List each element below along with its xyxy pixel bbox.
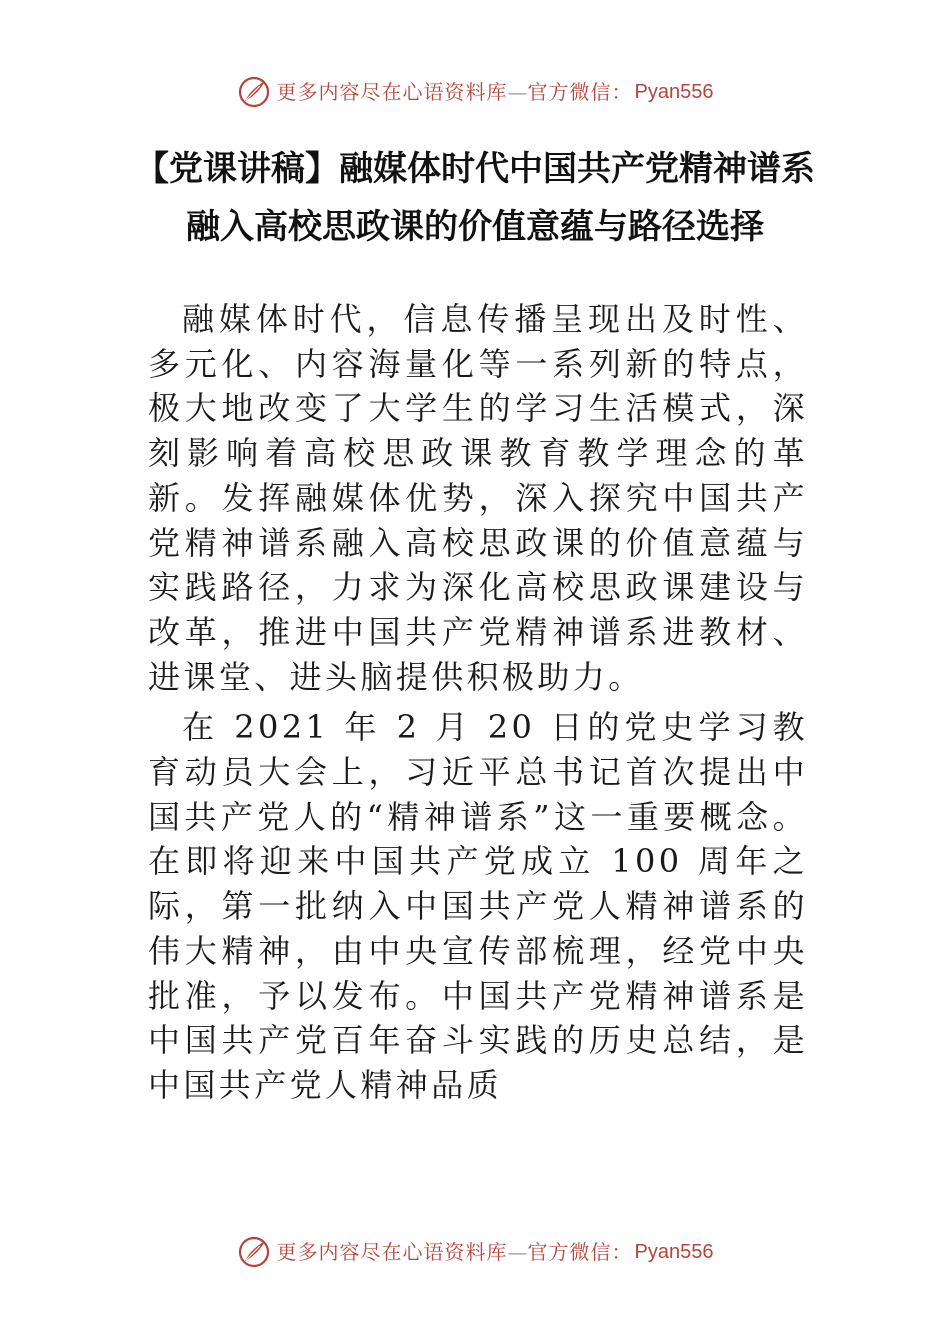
header-watermark-banner [0,72,950,112]
paragraph-1: 融媒体时代，信息传播呈现出及时性、多元化、内容海量化等一系列新的特点，极大地改变了大学生的学习生活模式，深刻影响着高校思政课教育教学理念的革新。发挥融媒体优势，深入探究中国共产党精神谱系融入高校思政课的价值意蕴与实践路径，力求为深化高校思政课建设与改革，推进中国共产党精神谱系进教材、进课堂、进头脑提供积极助力。 [148,300,808,696]
paragraph-2: 在 2021 年 2 月 20 日的党史学习教育动员大会上，习近平总书记首次提出中国共产党人的“精神谱系”这一重要概念。在即将迎来中国共产党成立 100 周年之际，第一批纳入中国共产党人精神谱系的伟大精神，由中央宣传部梳理，经党中央批准，予以发布。中国共产党精神谱系是中国共产党百年奋斗实践的历史总结，是中国共产党人精神品质 [148,708,808,1104]
banner-contact-label: 官方微信： [527,1240,633,1264]
document-title [100,140,850,256]
banner-contact-id: Pyan556 [634,1241,714,1263]
document-body [148,297,808,1110]
logo-icon [237,1235,271,1269]
banner-separator: — [507,1240,528,1264]
footer-watermark-banner [0,1232,950,1272]
title-line-1: 【党课讲稿】融媒体时代中国共产党精神谱系 [135,149,815,189]
banner-contact-id: Pyan556 [634,81,714,103]
logo-icon [237,75,271,109]
banner-text: 更多内容尽在心语资料库 [276,80,508,104]
banner-separator: — [507,80,528,104]
banner-text: 更多内容尽在心语资料库 [276,1240,508,1264]
title-line-2: 融入高校思政课的价值意蕴与路径选择 [186,207,764,247]
banner-contact-label: 官方微信： [527,80,633,104]
